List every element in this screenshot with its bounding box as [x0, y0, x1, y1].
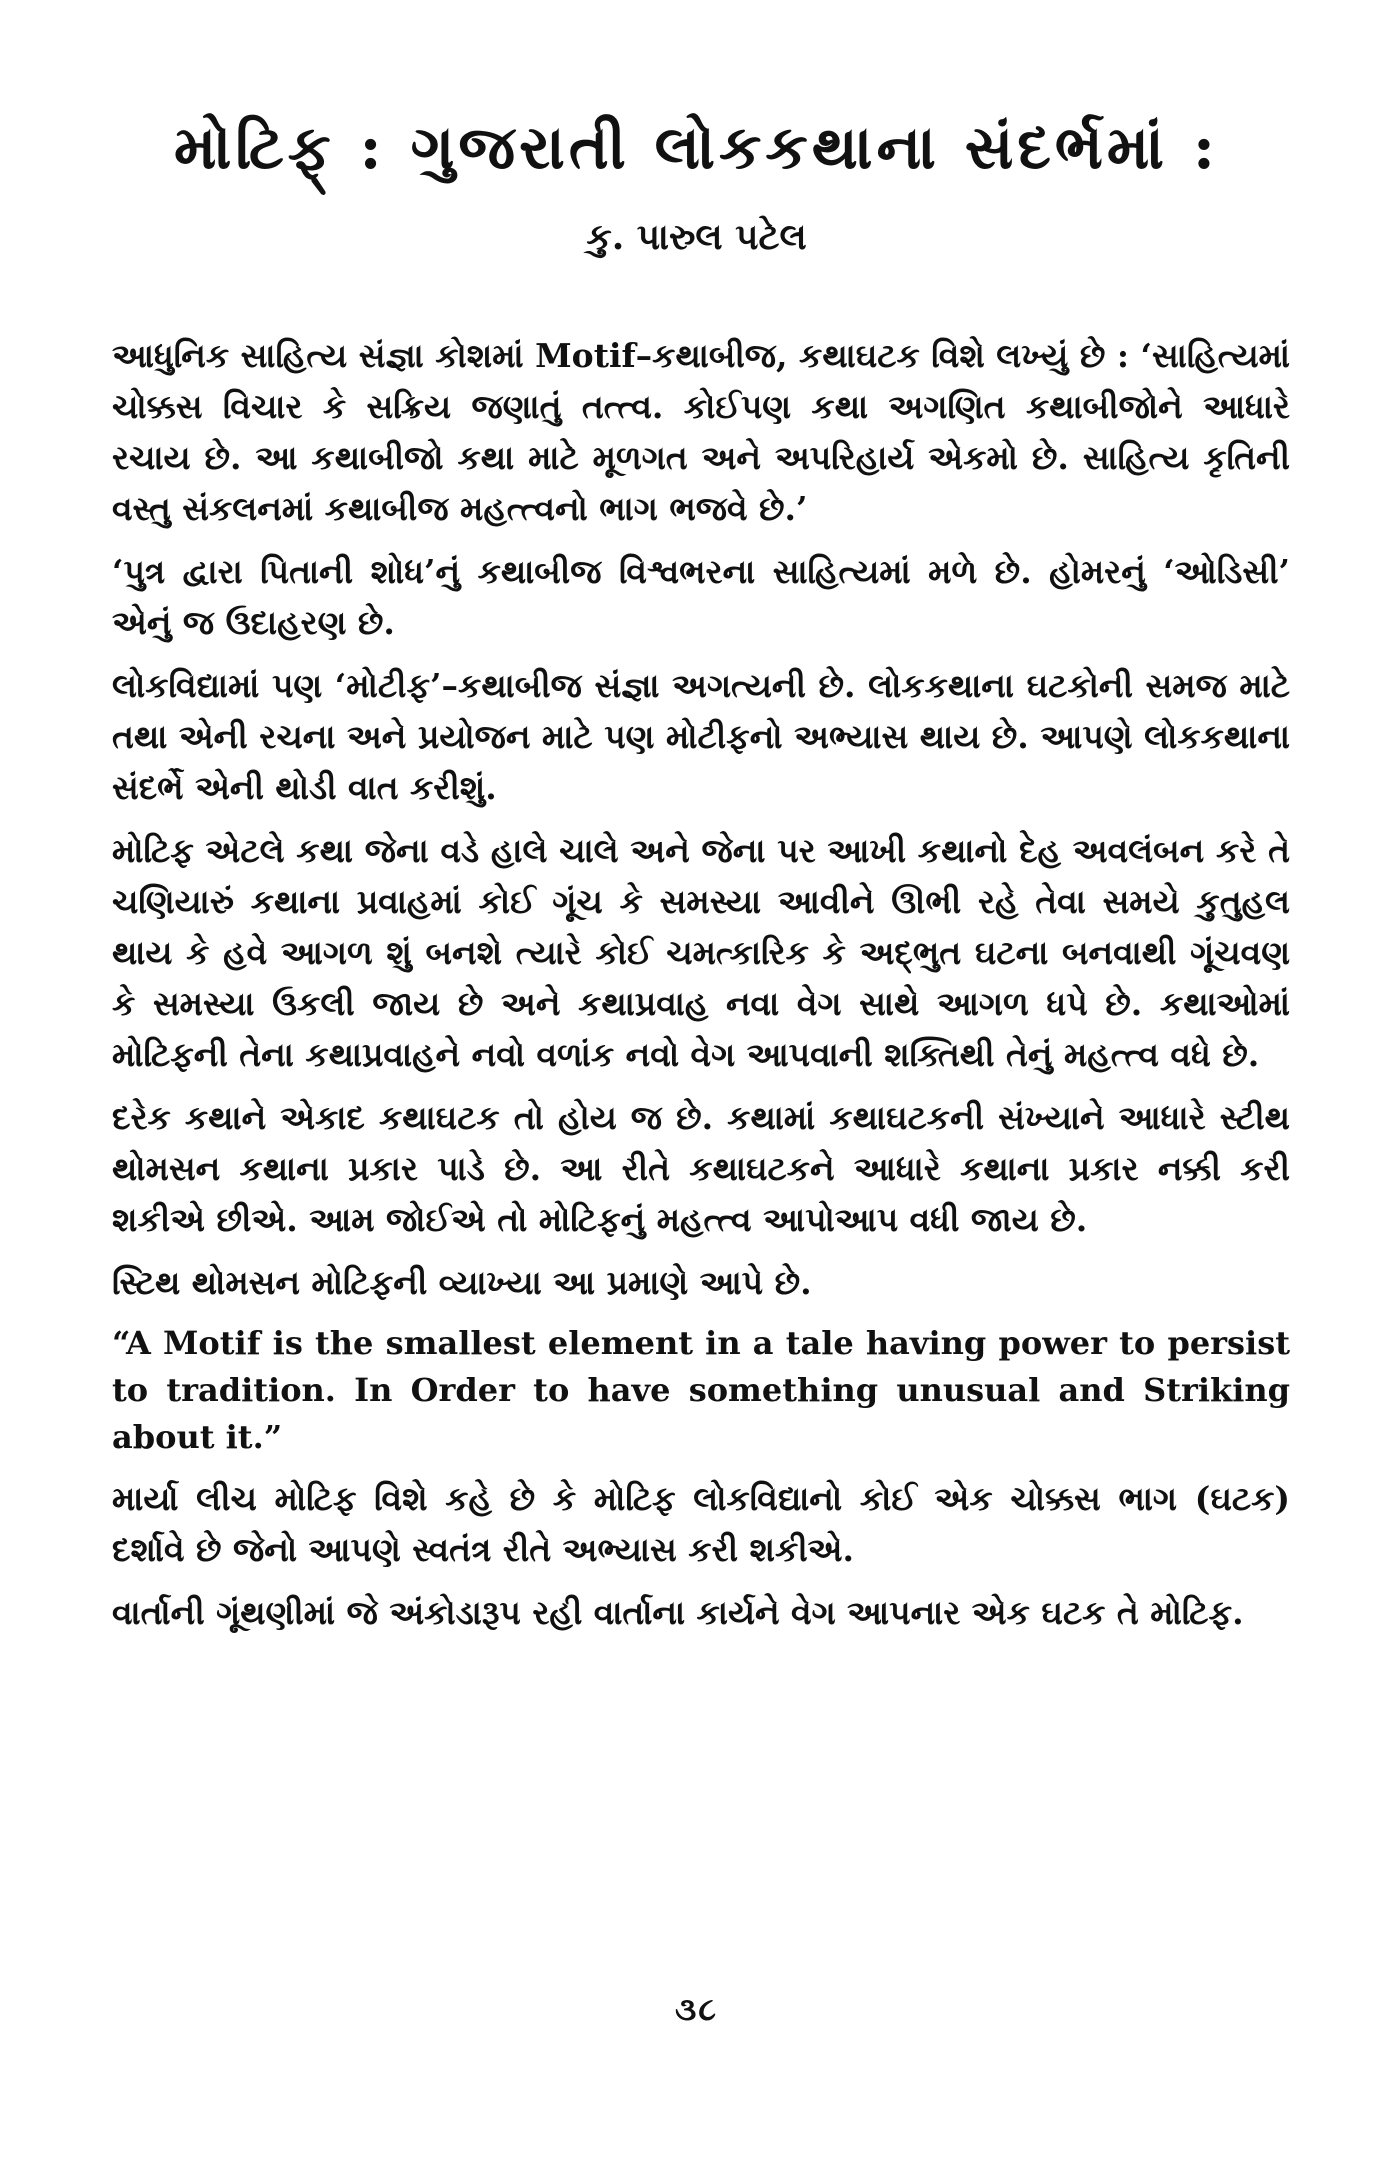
english-quote: “A Motif is the smallest element in a tale having power to persist to tradition. In Order to have something unusual and Striking about it.” [112, 1324, 1290, 1456]
author-name: કુ. પારુલ પટેલ [586, 216, 807, 258]
paragraph-3: લોકવિદ્યામાં પણ ‘મોટીફ’–કથાબીજ સંજ્ઞા અગત્યની છે. લોકકથાના ઘટકોની સમજ માટે તથા એની રચના અને પ્રયોજન માટે પણ મોટીફનો અભ્યાસ થાય છે. આપણે લોકકથાના સંદર્ભે એની થોડી વાત કરીશું. [112, 666, 1290, 807]
article-body [112, 330, 1290, 1650]
paragraph-8: માર્યા લીચ મોટિફ વિશે કહે છે કે મોટિફ લોકવિદ્યાનો કોઈ એક ચોક્કસ ભાગ (ઘટક) દર્શાવે છે જેનો આપણે સ્વતંત્ર રીતે અભ્યાસ કરી શકીએ. [112, 1479, 1290, 1569]
page-number: ૩૮ [675, 1990, 718, 2028]
paragraph-9: વાર્તાની ગૂંથણીમાં જે અંકોડારૂપ રહી વાર્તાના કાર્યને વેગ આપનાર એક ઘટક તે મોટિફ. [112, 1593, 1244, 1632]
paragraph-1: આધુનિક સાહિત્ય સંજ્ઞા કોશમાં Motif–કથાબીજ, કથાઘટક વિશે લખ્યું છે : ‘સાહિત્યમાં ચોક્કસ વિચાર કે સક્રિય જણાતું તત્ત્વ. કોઈપણ કથા અગણિત કથાબીજોને આધારે રચાય છે. આ કથાબીજો કથા માટે મૂળગત અને અપરિહાર્ય એકમો છે. સાહિત્ય કૃતિની વસ્તુ સંકલનમાં કથાબીજ મહત્ત્વનો ભાગ ભજવે છે.’ [112, 336, 1290, 528]
paragraph-6: સ્ટિથ થોમસન મોટિફની વ્યાખ્યા આ પ્રમાણે આપે છે. [112, 1263, 812, 1302]
paragraph-4: મોટિફ એટલે કથા જેના વડે હાલે ચાલે અને જેના પર આખી કથાનો દેહ અવલંબન કરે તે ચણિયારું કથાના પ્રવાહમાં કોઈ ગૂંચ કે સમસ્યા આવીને ઊભી રહે તેવા સમયે કુતુહલ થાય કે હવે આગળ શું બનશે ત્યારે કોઈ ચમત્કારિક કે અદ્ભુત ઘટના બનવાથી ગૂંચવણ કે સમસ્યા ઉકલી જાય છે અને કથાપ્રવાહ નવા વેગ સાથે આગળ ધપે છે. કથાઓમાં મોટિફની તેના કથાપ્રવાહને નવો વળાંક નવો વેગ આપવાની શક્તિથી તેનું મહત્ત્વ વધે છે. [112, 831, 1290, 1074]
paragraph-5: દરેક કથાને એકાદ કથાઘટક તો હોય જ છે. કથામાં કથાઘટકની સંખ્યાને આધારે સ્ટીથ થોમસન કથાના પ્રકાર પાડે છે. આ રીતે કથાઘટકને આધારે કથાના પ્રકાર નક્કી કરી શકીએ છીએ. આમ જોઈએ તો મોટિફનું મહત્ત્વ આપોઆપ વધી જાય છે. [112, 1098, 1290, 1239]
paragraph-2: ‘પુત્ર દ્વારા પિતાની શોધ’નું કથાબીજ વિશ્વભરના સાહિત્યમાં મળે છે. હોમરનું ‘ઓડિસી’ એનું જ ઉદાહરણ છે. [112, 552, 1290, 642]
page-title: મોટિફ્ : ગુજરાતી લોકકથાના સંદર્ભમાં : [173, 113, 1220, 183]
